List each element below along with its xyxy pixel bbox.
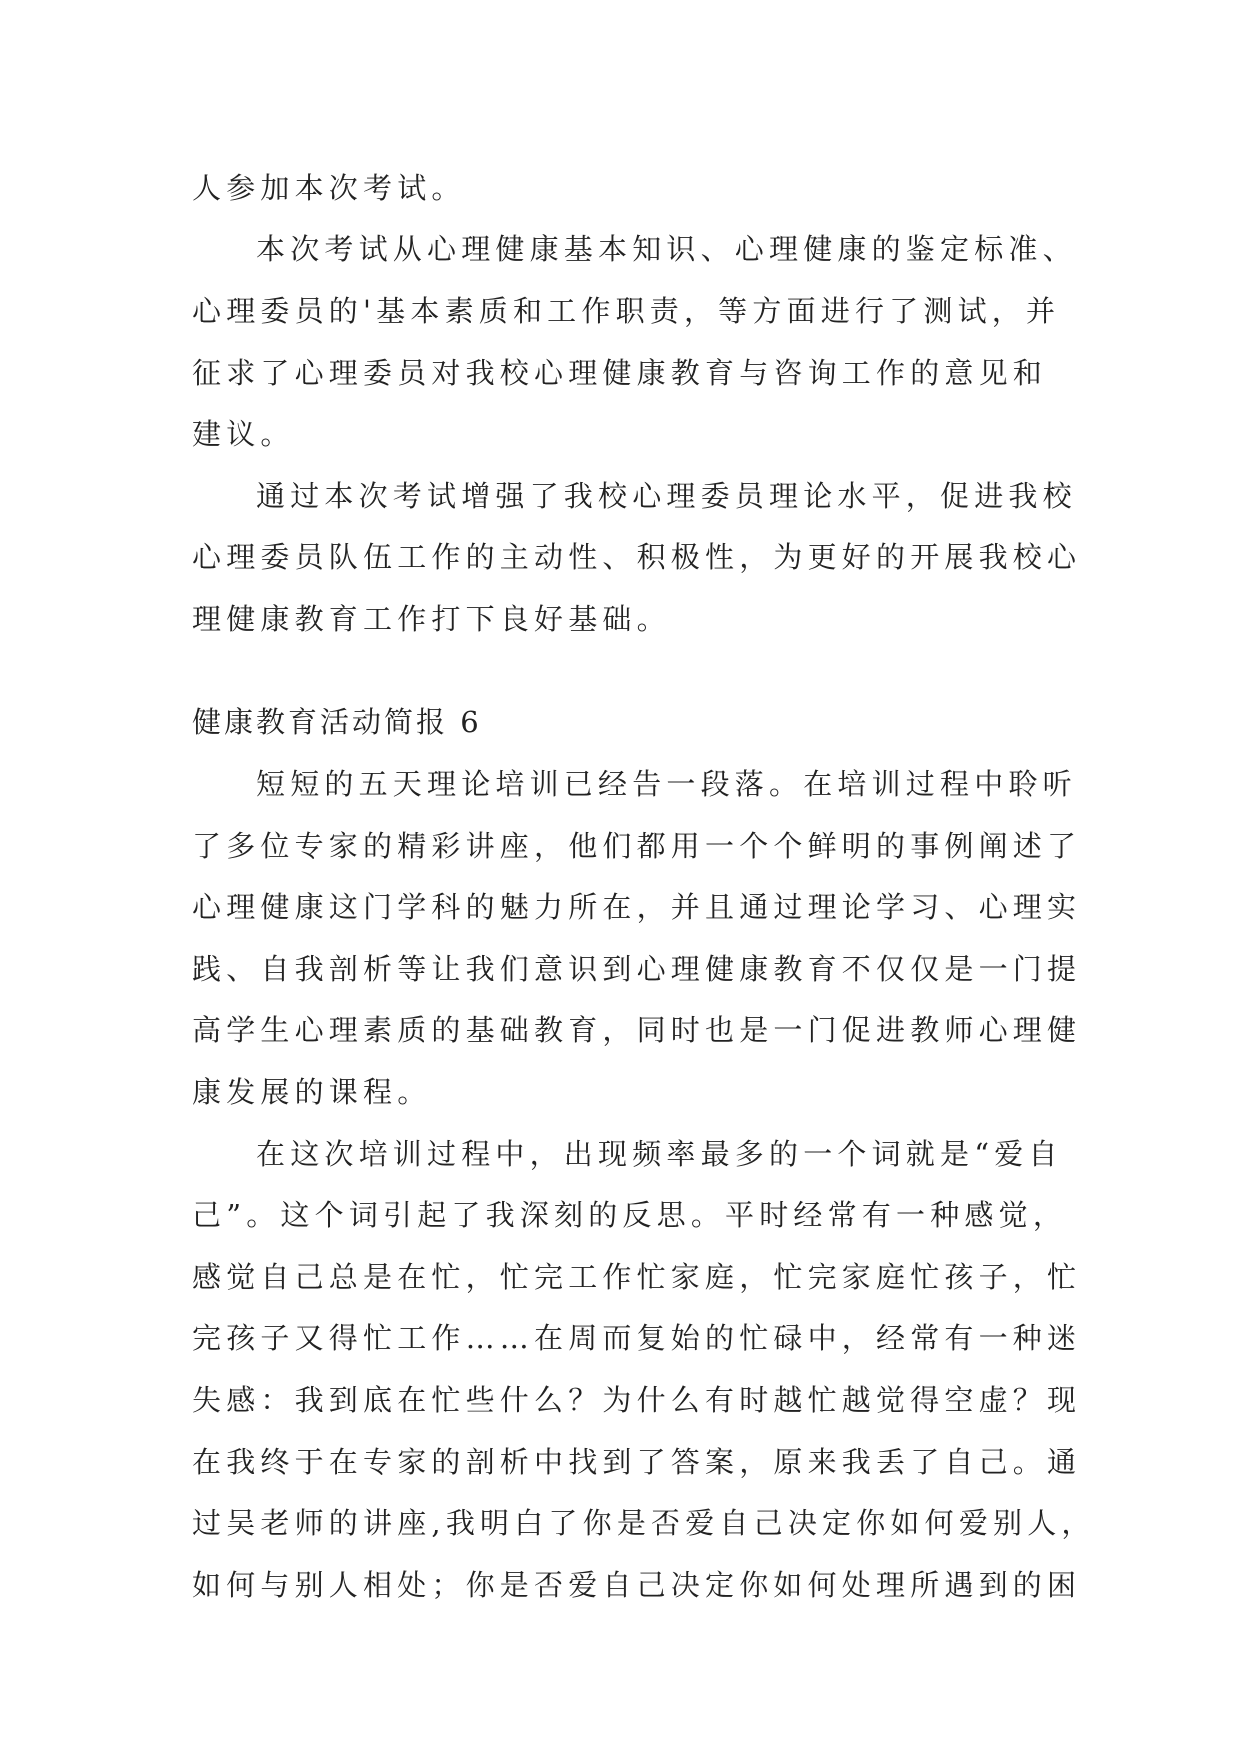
body-text-line: 心理健康这门学科的魅力所在，并且通过理论学习、心理实 <box>192 890 1082 924</box>
body-text-line: 在我终于在专家的剖析中找到了答案，原来我丢了自己。通 <box>192 1445 1082 1479</box>
body-text-line: 高学生心理素质的基础教育，同时也是一门促进教师心理健 <box>192 1013 1082 1047</box>
body-text-line: 了多位专家的精彩讲座，他们都用一个个鲜明的事例阐述了 <box>192 829 1082 863</box>
body-text-line: 如何与别人相处；你是否爱自己决定你如何处理所遇到的困 <box>192 1568 1082 1602</box>
section-heading: 健康教育活动简报 6 <box>192 705 482 739</box>
body-text-line: 过吴老师的讲座,我明白了你是否爱自己决定你如何爱别人， <box>192 1506 1096 1540</box>
body-text-line: 践、自我剖析等让我们意识到心理健康教育不仅仅是一门提 <box>192 952 1082 986</box>
body-text-line: 己”。这个词引起了我深刻的反思。平时经常有一种感觉， <box>192 1198 1068 1232</box>
body-text-line: 康发展的课程。 <box>192 1075 432 1109</box>
paragraph-first-line: 通过本次考试增强了我校心理委员理论水平，促进我校 <box>256 479 1077 513</box>
body-text-line: 建议。 <box>192 417 295 451</box>
body-text-line: 完孩子又得忙工作……在周而复始的忙碌中，经常有一种迷 <box>192 1321 1082 1355</box>
body-text-line: 心理委员的'基本素质和工作职责，等方面进行了测试，并 <box>192 294 1061 328</box>
body-text-line: 理健康教育工作打下良好基础。 <box>192 602 671 636</box>
body-text-line: 感觉自己总是在忙，忙完工作忙家庭，忙完家庭忙孩子，忙 <box>192 1260 1082 1294</box>
body-text-line: 失感：我到底在忙些什么？为什么有时越忙越觉得空虚？现 <box>192 1383 1082 1417</box>
paragraph-first-line: 本次考试从心理健康基本知识、心理健康的鉴定标准、 <box>256 232 1077 266</box>
body-text-line: 人参加本次考试。 <box>192 171 466 205</box>
body-text-line: 征求了心理委员对我校心理健康教育与咨询工作的意见和 <box>192 356 1048 390</box>
body-text-line: 心理委员队伍工作的主动性、积极性，为更好的开展我校心 <box>192 540 1082 574</box>
paragraph-first-line: 在这次培训过程中，出现频率最多的一个词就是“爱自 <box>256 1137 1063 1171</box>
paragraph-first-line: 短短的五天理论培训已经告一段落。在培训过程中聆听 <box>256 767 1077 801</box>
